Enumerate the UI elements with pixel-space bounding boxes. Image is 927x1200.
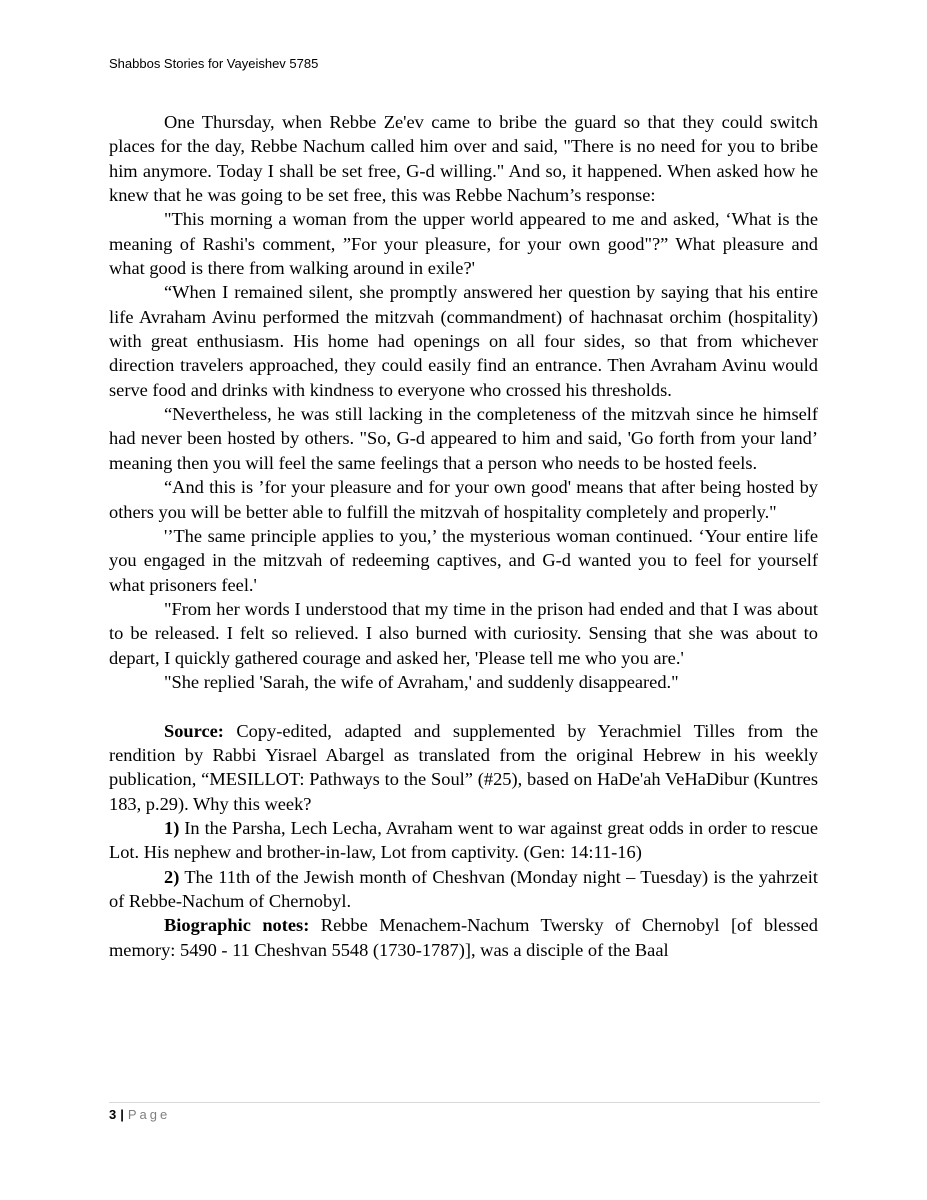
story-paragraph-8: "She replied 'Sarah, the wife of Avraham,' and suddenly disappeared."	[164, 671, 679, 692]
reason-text-2: The 11th of the Jewish month of Cheshvan (Monday night – Tuesday) is the yahrzeit of Rebbe-Nachum of Chernobyl.	[109, 866, 818, 911]
story-paragraph-2: "This morning a woman from the upper world appeared to me and asked, ‘What is the meaning of Rashi's comment, ”For your pleasure, for your own good"?” What pleasure and what good is there from walking around in exile?'	[109, 209, 818, 279]
reason-number-1: 1)	[164, 817, 180, 838]
page-label: Page	[127, 1107, 171, 1122]
running-header: Shabbos Stories for Vayeishev 5785	[109, 56, 319, 71]
reason-paragraph-1	[109, 816, 818, 865]
source-paragraph	[109, 719, 818, 816]
page-footer	[109, 1107, 170, 1122]
story-paragraph-6: '’The same principle applies to you,’ the mysterious woman continued. ‘Your entire life you engaged in the mitzvah of redeeming captives, and G-d wanted you to feel for yourself what prisoners feel.'	[109, 525, 818, 595]
story-paragraph-1: One Thursday, when Rebbe Ze'ev came to bribe the guard so that they could switch places for the day, Rebbe Nachum called him over and said, "There is no need for you to bribe him anymore. Today I shall be set free, G-d willing." And so, it happened. When asked how he knew that he was going to be set free, this was Rebbe Nachum’s response:	[109, 112, 818, 206]
bio-label: Biographic notes:	[164, 915, 310, 936]
footer-separator: |	[120, 1107, 124, 1122]
reason-text-1: In the Parsha, Lech Lecha, Avraham went to war against great odds in order to rescue Lot. His nephew and brother-in-law, Lot from captivity. (Gen: 14:11-16)	[109, 817, 818, 863]
source-text: Copy-edited, adapted and supplemented by Yerachmiel Tilles from the rendition by Rabbi Yisrael Abargel as translated from the original Hebrew in his weekly publication, “MESILLOT: Pathways to the Soul” (#25), based on HaDe'ah VeHaDibur (Kuntres 183, p.29). Why this week?	[109, 720, 818, 814]
page-body	[109, 110, 818, 962]
paragraph-spacer	[109, 694, 818, 718]
footer-divider	[109, 1102, 820, 1103]
reason-number-2: 2)	[164, 866, 180, 887]
source-label: Source:	[164, 720, 224, 741]
story-paragraph-4: “Nevertheless, he was still lacking in the completeness of the mitzvah since he himself had never been hosted by others. "So, G-d appeared to him and said, 'Go forth from your land’ meaning then you will feel the same feelings that a person who needs to be hosted feels.	[109, 404, 818, 473]
bio-paragraph	[109, 913, 818, 962]
page-number: 3	[109, 1107, 117, 1122]
story-paragraph-7: "From her words I understood that my time in the prison had ended and that I was about to be released. I felt so relieved. I also burned with curiosity. Sensing that she was about to depart, I quickly gathered courage and asked her, 'Please tell me who you are.'	[109, 598, 818, 668]
bio-text: Rebbe Menachem-Nachum Twersky of Chernobyl [of blessed memory: 5490 - 11 Cheshvan 5548 (1730-1787)], was a disciple of the Baal	[109, 915, 818, 960]
story-paragraph-3: “When I remained silent, she promptly answered her question by saying that his entire life Avraham Avinu performed the mitzvah (commandment) of hachnasat orchim (hospitality) with great enthusiasm. His home had openings on all four sides, so that from whichever direction travelers approached, they could easily find an entrance. Then Avraham Avinu would serve food and drinks with kindness to everyone who crossed his thresholds.	[109, 282, 818, 400]
reason-paragraph-2	[109, 865, 818, 914]
story-paragraph-5: “And this is ’for your pleasure and for your own good' means that after being hosted by others you will be better able to fulfill the mitzvah of hospitality completely and properly."	[109, 477, 818, 522]
